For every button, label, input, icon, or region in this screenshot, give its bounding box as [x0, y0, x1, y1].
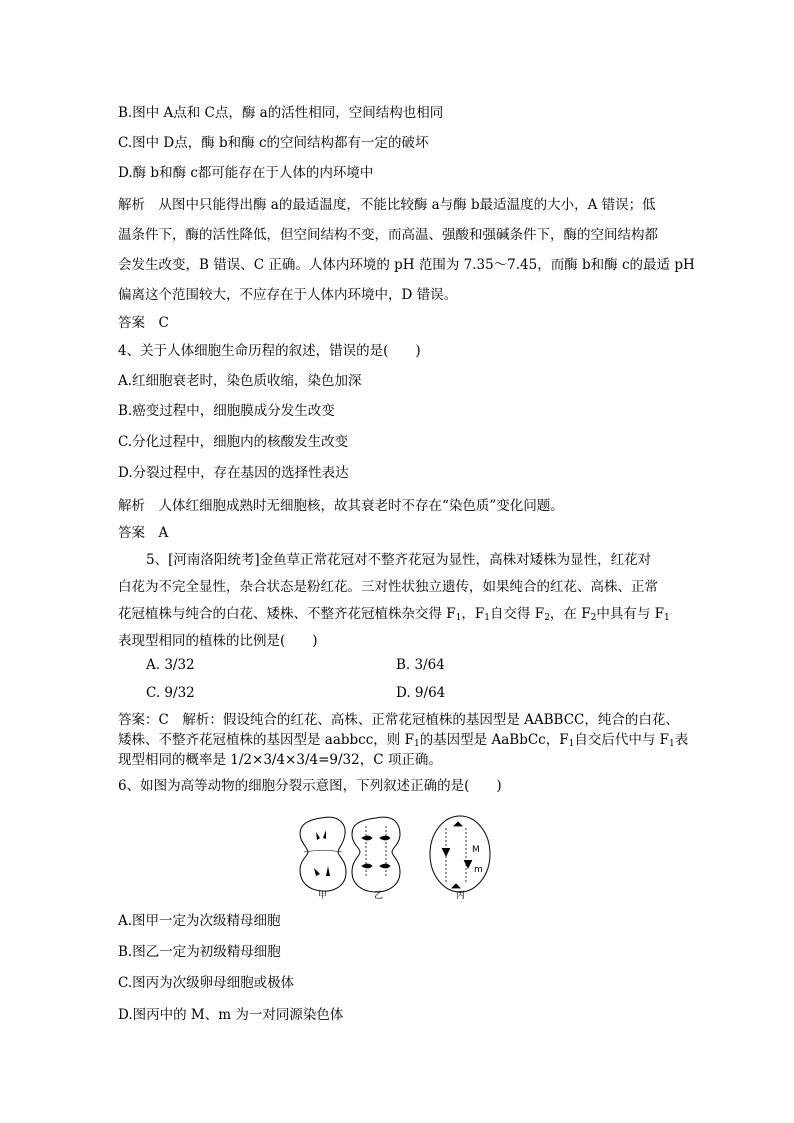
- cell-jia-chromosomes: [314, 830, 330, 876]
- q6-option-a: A.图甲一定为次级精母细胞: [118, 913, 281, 929]
- q3-answer: 答案 C: [118, 315, 169, 331]
- q6-option-c: C.图丙为次级卵母细胞或极体: [118, 975, 295, 991]
- label-m: m: [474, 865, 483, 875]
- q3-option-c: C.图中 D点，酶 b和酶 c的空间结构都有一定的破坏: [118, 135, 429, 151]
- q5-option-b: B. 3/64: [396, 657, 445, 673]
- q5-stem-line-3: 花冠植株与纯合的白花、矮株、不整齐花冠植株杂交得 $F_1$，$F_1$自交得 $F_2$，在 $F_2$中具有与 $F_1$: [118, 606, 670, 623]
- label-M: M: [472, 845, 480, 855]
- cell-division-figure: [296, 812, 496, 900]
- q4-option-c: C.分化过程中，细胞内的核酸发生改变: [118, 434, 349, 450]
- q3-analysis-line-3: 会发生改变，B 错误、C 正确。人体内环境的 pH 范围为 7.35～7.45，而酶 b和酶 c的最适 pH: [118, 257, 695, 273]
- q4-option-d: D.分裂过程中，存在基因的选择性表达: [118, 465, 349, 481]
- q5-stem-line-1: 5、[河南洛阳统考]金鱼草正常花冠对不整齐花冠为显性，高株对矮株为显性，红花对: [146, 552, 652, 568]
- q5-answer-line-1: 答案：C 解析：假设纯合的红花、高株、正常花冠植株的基因型是 AABBCC，纯合的白花、: [118, 712, 679, 728]
- q5-option-c: C. 9/32: [146, 685, 195, 701]
- q5-stem-line-4: 表现型相同的植株的比例是( ): [118, 633, 318, 649]
- cell-yi-outline: [352, 817, 400, 892]
- q5-option-d: D. 9/64: [396, 685, 446, 701]
- caption-jia: 甲: [318, 891, 328, 901]
- cell-bing-outline: [430, 816, 490, 892]
- q5-answer-line-2: 矮株、不整齐花冠植株的基因型是 aabbcc，则 $F_1$的基因型是 AaBbCc，$F_1$自交后代中与 $F_1$表: [118, 732, 689, 749]
- q4-option-a: A.红细胞衰老时，染色质收缩，染色加深: [118, 373, 362, 389]
- caption-yi: 乙: [374, 891, 384, 901]
- cell-bing-chromosomes: [442, 822, 472, 888]
- q5-answer-line-3: 现型相同的概率是 1/2×3/4×3/4=9/32，C 项正确。: [118, 752, 442, 768]
- q6-option-b: B.图乙一定为初级精母细胞: [118, 944, 281, 960]
- q4-option-b: B.癌变过程中，细胞膜成分发生改变: [118, 403, 335, 419]
- q4-answer: 答案 A: [118, 525, 169, 541]
- q6-option-d: D.图丙中的 M、m 为一对同源染色体: [118, 1007, 344, 1023]
- q6-stem: 6、如图为高等动物的细胞分裂示意图，下列叙述正确的是( ): [118, 778, 502, 794]
- q3-option-b: B.图中 A点和 C点，酶 a的活性相同，空间结构也相同: [118, 105, 444, 121]
- q5-option-a: A. 3/32: [146, 657, 195, 673]
- cell-yi-chromosomes: [362, 826, 390, 878]
- q3-analysis-line-1: 解析 从图中只能得出酶 a的最适温度，不能比较酶 a与酶 b最适温度的大小，A 错误；低: [118, 197, 656, 213]
- q4-stem: 4、关于人体细胞生命历程的叙述，错误的是( ): [118, 343, 421, 359]
- caption-bing: 丙: [456, 891, 466, 901]
- q3-analysis-line-4: 偏离这个范围较大，不应存在于人体内环境中，D 错误。: [118, 287, 458, 303]
- q3-option-d: D.酶 b和酶 c都可能存在于人体的内环境中: [118, 165, 374, 181]
- q5-stem-line-2: 白花为不完全显性，杂合状态是粉红花。三对性状独立遗传，如果纯合的红花、高株、正常: [118, 579, 658, 595]
- cell-division-diagram: [296, 812, 496, 900]
- q3-analysis-line-2: 温条件下，酶的活性降低，但空间结构不变，而高温、强酸和强碱条件下，酶的空间结构都: [118, 227, 658, 243]
- cell-jia-outline: [300, 817, 346, 891]
- q4-analysis: 解析 人体红细胞成熟时无细胞核，故其衰老时不存在“染色质”变化问题。: [118, 498, 564, 514]
